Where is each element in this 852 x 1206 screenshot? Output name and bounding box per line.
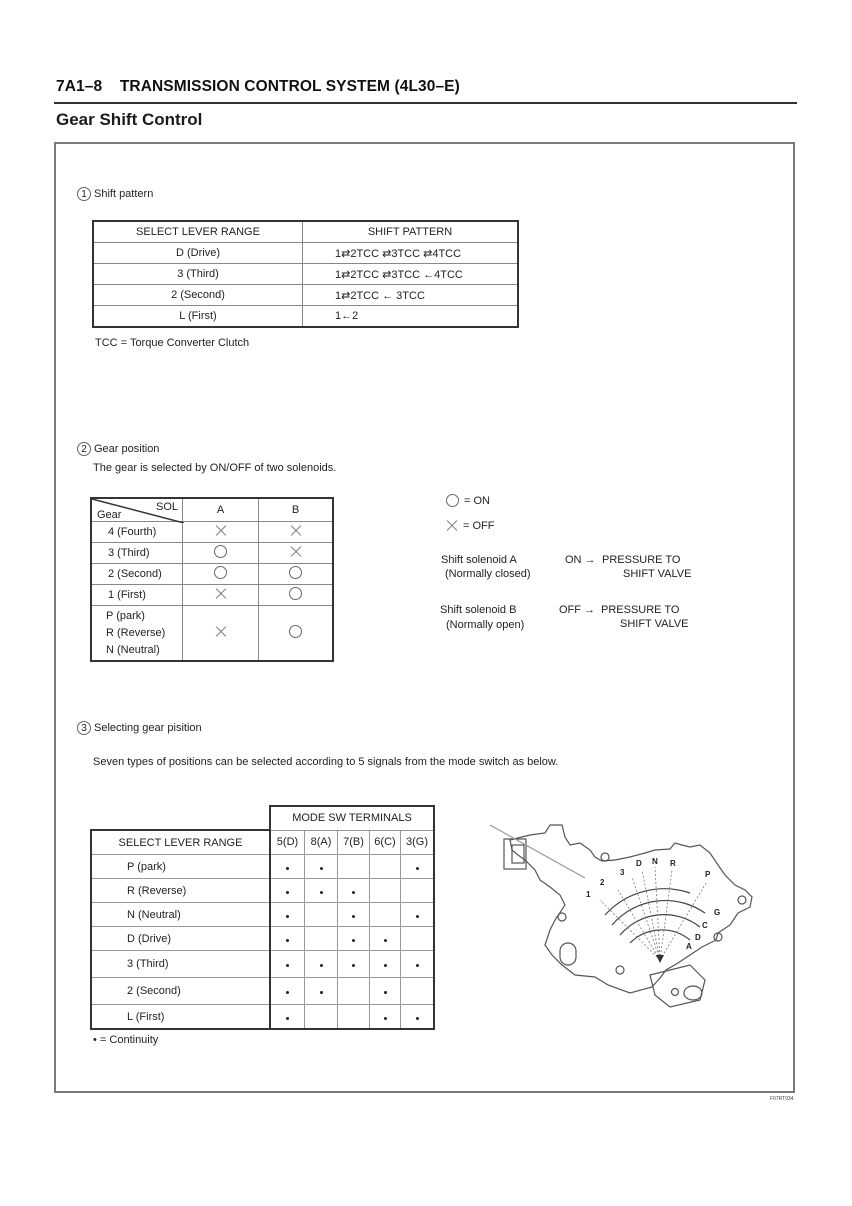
section3-number-icon: 3 (77, 721, 91, 735)
range-cell: 3 (Third) (93, 264, 303, 285)
continuity-dot-icon (352, 915, 355, 918)
col-header-b: B (259, 498, 334, 522)
page-title: Gear Shift Control (56, 110, 203, 129)
continuity-cell (305, 927, 338, 951)
diagram-label-d: D (636, 859, 642, 868)
continuity-dot-icon (320, 964, 323, 967)
diagram-label-n: N (652, 857, 658, 866)
continuity-cell (370, 951, 401, 978)
range-cell: 2 (Second) (91, 978, 270, 1005)
diagram-label-1: 1 (586, 890, 591, 899)
continuity-dot-icon (352, 964, 355, 967)
header-rule (54, 102, 797, 104)
page-header (56, 78, 460, 96)
blank-cell (91, 806, 270, 830)
section1-heading (77, 187, 153, 201)
continuity-cell (401, 879, 435, 903)
mode-switch-table (90, 805, 435, 1030)
continuity-cell (270, 1005, 305, 1030)
diagram-terminal-a: A (686, 942, 692, 951)
solenoid-b-effect: SHIFT VALVE (620, 618, 689, 630)
continuity-dot-icon (416, 867, 419, 870)
section3-title: Selecting gear pisition (94, 722, 202, 734)
continuity-cell (370, 855, 401, 879)
gear-cell: 1 (First) (91, 585, 183, 606)
continuity-cell (305, 855, 338, 879)
continuity-cell (401, 927, 435, 951)
col-header: 5(D) (270, 830, 305, 855)
continuity-dot-icon (416, 1017, 419, 1020)
continuity-cell (401, 1005, 435, 1030)
continuity-dot-icon (416, 964, 419, 967)
range-cell: L (First) (91, 1005, 270, 1030)
range-cell: R (Reverse) (91, 879, 270, 903)
figure-code: F07RT034 (770, 1096, 794, 1102)
continuity-cell (401, 978, 435, 1005)
col-header: 7(B) (338, 830, 370, 855)
legend-off-label: = OFF (463, 520, 495, 532)
pattern-cell: 1⇄2TCC ← 3TCC (303, 285, 519, 306)
solenoid-b-type: (Normally open) (446, 619, 525, 631)
table-row (91, 855, 434, 879)
diagram-label-p: P (705, 870, 711, 879)
gear-line: P (park) (106, 609, 145, 622)
gear-cell: 3 (Third) (91, 543, 183, 564)
solenoid-a-name: Shift solenoid A (441, 554, 517, 566)
continuity-dot-icon (286, 1017, 289, 1020)
legend-on (446, 494, 490, 507)
continuity-dot-icon (352, 891, 355, 894)
continuity-dot-icon (384, 939, 387, 942)
table-row (93, 243, 518, 264)
continuity-cell (270, 855, 305, 879)
continuity-cell (370, 879, 401, 903)
continuity-cell (305, 903, 338, 927)
section2-heading (77, 442, 159, 456)
range-cell: P (park) (91, 855, 270, 879)
table-row (91, 927, 434, 951)
on-circle-icon (289, 587, 302, 600)
on-circle-icon (446, 494, 459, 507)
corner-gear-label: Gear (97, 509, 122, 521)
gear-cell (91, 606, 183, 662)
gear-line: R (Reverse) (106, 626, 166, 639)
continuity-dot-icon (384, 964, 387, 967)
section1-number-icon: 1 (77, 187, 91, 201)
solenoid-b-state: OFF → (559, 604, 596, 616)
continuity-cell (370, 1005, 401, 1030)
continuity-cell (270, 879, 305, 903)
gear-position-table (90, 497, 334, 662)
col-header-pattern: SHIFT PATTERN (303, 221, 519, 243)
section3-description: Seven types of positions can be selected according to 5 signals from the mode switch as below. (93, 756, 559, 768)
diagram-label-2: 2 (600, 878, 605, 887)
continuity-cell (401, 951, 435, 978)
continuity-note: • = Continuity (93, 1034, 159, 1046)
table-row (91, 543, 333, 564)
gear-cell: 2 (Second) (91, 564, 183, 585)
corner-sol-label: SOL (155, 501, 178, 513)
continuity-cell (401, 903, 435, 927)
table-row (93, 264, 518, 285)
range-cell: D (Drive) (91, 927, 270, 951)
continuity-cell (401, 855, 435, 879)
off-x-icon (215, 588, 227, 600)
section2-title: Gear position (94, 443, 160, 455)
continuity-cell (270, 951, 305, 978)
on-circle-icon (289, 566, 302, 579)
mode-switch-diagram (490, 815, 770, 1015)
continuity-cell (338, 903, 370, 927)
continuity-dot-icon (286, 867, 289, 870)
on-circle-icon (214, 545, 227, 558)
table-row (91, 903, 434, 927)
section-title: TRANSMISSION CONTROL SYSTEM (4L30–E) (119, 78, 460, 95)
continuity-cell (338, 1005, 370, 1030)
table-row (93, 306, 518, 328)
pattern-cell: 1⇄2TCC ⇄3TCC ←4TCC (303, 264, 519, 285)
pattern-cell: 1←2 (303, 306, 519, 328)
section1-title: Shift pattern (94, 188, 154, 200)
gear-cell: 4 (Fourth) (91, 522, 183, 543)
col-header: 3(G) (401, 830, 435, 855)
continuity-dot-icon (352, 939, 355, 942)
page-code: 7A1–8 (56, 78, 103, 95)
diagram-terminal-d: D (695, 933, 701, 942)
table-row (91, 606, 333, 662)
continuity-cell (370, 927, 401, 951)
continuity-dot-icon (384, 1017, 387, 1020)
row-header: SELECT LEVER RANGE (91, 830, 270, 855)
section2-number-icon: 2 (77, 442, 91, 456)
solenoid-a-type: (Normally closed) (445, 568, 531, 580)
col-header: 8(A) (305, 830, 338, 855)
group-header: MODE SW TERMINALS (270, 806, 434, 830)
off-x-icon (215, 525, 227, 537)
table-row (91, 564, 333, 585)
table-row (93, 285, 518, 306)
table-row (91, 951, 434, 978)
continuity-cell (370, 978, 401, 1005)
solenoid-a-state: ON → (565, 554, 596, 566)
continuity-dot-icon (384, 991, 387, 994)
range-cell: D (Drive) (93, 243, 303, 264)
continuity-cell (338, 951, 370, 978)
off-x-icon (215, 626, 227, 638)
legend-on-label: = ON (464, 494, 490, 507)
solenoid-b-effect: PRESSURE TO (601, 604, 680, 616)
continuity-dot-icon (286, 891, 289, 894)
range-cell: 3 (Third) (91, 951, 270, 978)
table-row (91, 522, 333, 543)
gear-line: N (Neutral) (106, 643, 160, 656)
continuity-dot-icon (286, 939, 289, 942)
continuity-cell (270, 927, 305, 951)
off-x-icon (290, 525, 302, 537)
diagram-label-r: R (670, 859, 676, 868)
mode-table-body (91, 855, 434, 1030)
continuity-cell (270, 903, 305, 927)
diagram-terminal-g: G (714, 908, 721, 917)
continuity-cell (305, 879, 338, 903)
on-circle-icon (214, 566, 227, 579)
diagram-label-3: 3 (620, 868, 625, 877)
solenoid-b-name: Shift solenoid B (440, 604, 517, 616)
table-row (91, 1005, 434, 1030)
table-row (91, 879, 434, 903)
continuity-dot-icon (286, 991, 289, 994)
col-header-range: SELECT LEVER RANGE (93, 221, 303, 243)
continuity-cell (370, 903, 401, 927)
solenoid-a-effect: PRESSURE TO (602, 554, 681, 566)
on-circle-icon (289, 625, 302, 638)
table-row (91, 585, 333, 606)
range-cell: L (First) (93, 306, 303, 328)
continuity-dot-icon (286, 964, 289, 967)
continuity-cell (305, 1005, 338, 1030)
range-cell: N (Neutral) (91, 903, 270, 927)
continuity-cell (338, 978, 370, 1005)
continuity-dot-icon (416, 915, 419, 918)
corner-header (91, 498, 183, 522)
continuity-dot-icon (320, 991, 323, 994)
col-header-a: A (183, 498, 259, 522)
off-x-icon (290, 546, 302, 558)
off-x-icon (446, 520, 458, 532)
continuity-cell (338, 879, 370, 903)
shift-pattern-table (92, 220, 519, 328)
solenoid-a-effect: SHIFT VALVE (623, 568, 692, 580)
continuity-cell (305, 978, 338, 1005)
continuity-cell (270, 978, 305, 1005)
legend-off (446, 520, 494, 532)
continuity-dot-icon (320, 867, 323, 870)
continuity-dot-icon (320, 891, 323, 894)
section3-heading (77, 721, 202, 735)
section2-description: The gear is selected by ON/OFF of two solenoids. (93, 462, 337, 474)
continuity-cell (338, 927, 370, 951)
table-row (91, 978, 434, 1005)
pattern-cell: 1⇄2TCC ⇄3TCC ⇄4TCC (303, 243, 519, 264)
tcc-note: TCC = Torque Converter Clutch (95, 337, 250, 349)
continuity-dot-icon (286, 915, 289, 918)
col-header: 6(C) (370, 830, 401, 855)
diagram-terminal-c: C (702, 921, 708, 930)
continuity-cell (338, 855, 370, 879)
range-cell: 2 (Second) (93, 285, 303, 306)
continuity-cell (305, 951, 338, 978)
